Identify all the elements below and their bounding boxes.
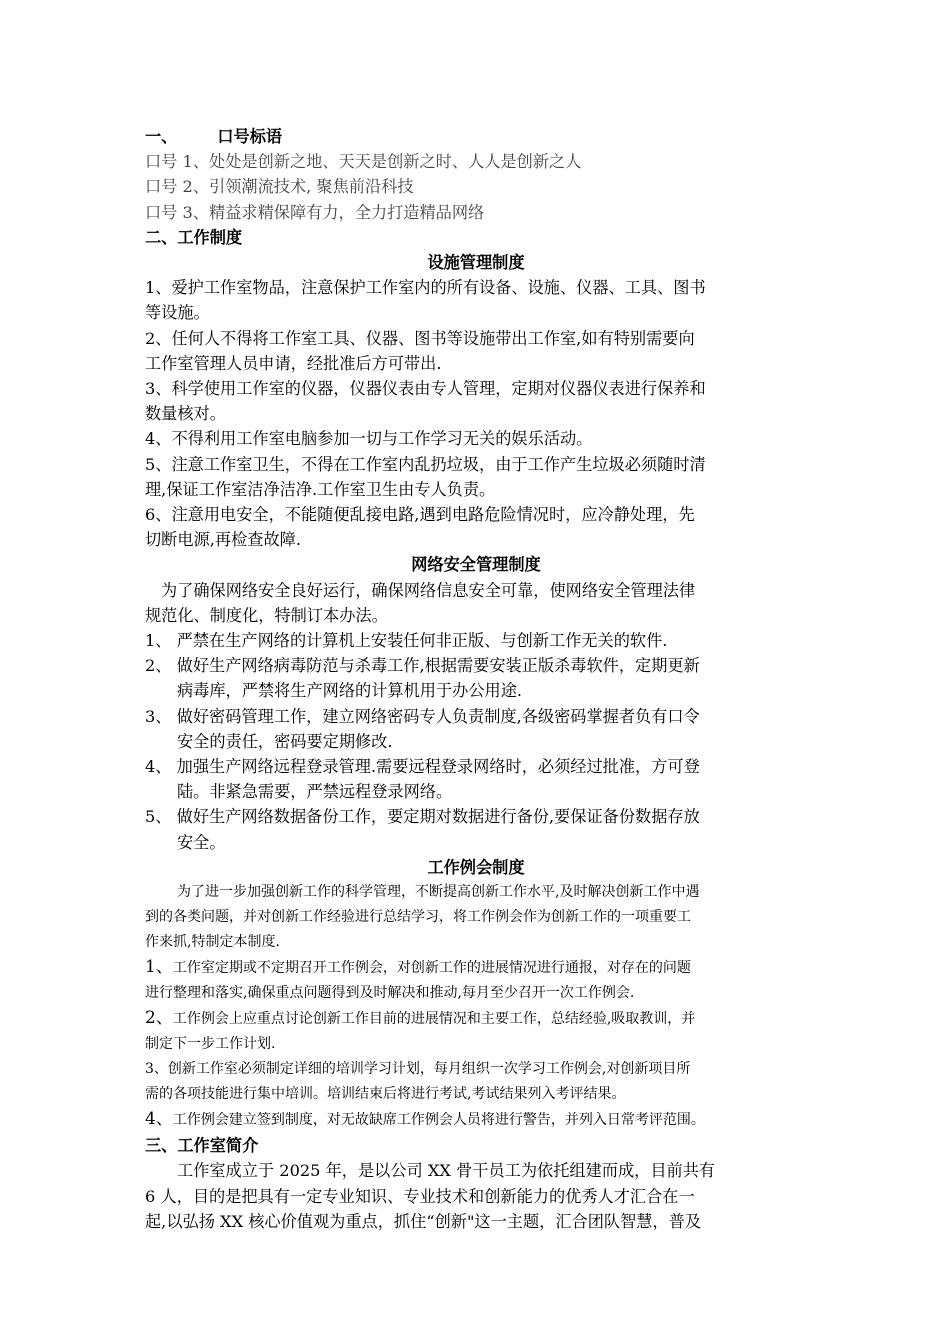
network-item-cont: 安全的责任，密码要定期修改. [177,731,393,751]
section-title: 口号标语 [217,127,283,146]
intro-line: 6 人，目的是把具有一定专业知识、专业技术和创新能力的优秀人才汇合在一 [145,1186,695,1206]
meeting-title: 工作例会制度 [427,857,525,877]
network-item-cont: 陆。非紧急需要，严禁远程登录网络。 [177,782,453,802]
facility-line: 1、爱护工作室物品，注意保护工作室内的所有设备、设施、仪器、工具、图书 [145,278,706,298]
facility-line: 6、注意用电安全，不能随便乱接电路,遇到电路危险情况时，应冷静处理，先 [145,505,695,525]
section-heading-3: 三、工作室简介 [145,1136,259,1156]
meeting-item: 4、工作例会建立签到制度，对无故缺席工作例会人员将进行警告，并列入日常考评范围。 [145,1109,705,1130]
network-item: 4、 加强生产网络远程登录管理.需要远程登录网络时，必须经过批准，方可登 [145,757,700,777]
facility-line: 5、注意工作室卫生，不得在工作室内乱扔垃圾，由于工作产生垃圾必须随时清 [145,454,706,474]
meeting-item-cont: 制定下一步工作计划. [145,1036,276,1053]
meeting-intro: 为了进一步加强创新工作的科学管理，不断提高创新工作水平,及时解决创新工作中遇 [177,884,700,901]
facility-line: 2、任何人不得将工作室工具、仪器、图书等设施带出工作室,如有特别需要向 [145,328,695,348]
slogan-2: 口号 2、引领潮流技术, 聚焦前沿科技 [145,177,414,197]
intro-line: 工作室成立于 2025 年，是以公司 XX 骨干员工为依托组建而成，目前共有 [177,1161,716,1181]
meeting-item: 1、工作室定期或不定期召开工作例会，对创新工作的进展情况进行通报，对存在的问题 [145,957,691,978]
network-item: 3、 做好密码管理工作，建立网络密码专人负责制度,各级密码掌握者负有口令 [145,706,700,726]
intro-line: 起,以弘扬 XX 核心价值观为重点，抓住“创新"这一主题，汇合团队智慧，普及 [145,1211,702,1231]
facility-line: 理,保证工作室洁净洁净.工作室卫生由专人负责。 [145,479,496,499]
meeting-intro: 作来抓,特制定本制度. [145,934,280,951]
network-item: 2、 做好生产网络病毒防范与杀毒工作,根据需要安装正版杀毒软件，定期更新 [145,656,700,676]
network-item: 1、 严禁在生产网络的计算机上安装任何非正版、与创新工作无关的软件. [145,631,668,651]
meeting-intro: 到的各类问题，并对创新工作经验进行总结学习，将工作例会作为创新工作的一项重要工 [145,909,691,926]
section-heading-2: 二、工作制度 [145,227,243,247]
meeting-item: 2、工作例会上应重点讨论创新工作目前的进展情况和主要工作，总结经验,吸取教训，并 [145,1008,696,1029]
facility-title: 设施管理制度 [427,253,525,273]
facility-line: 等设施。 [145,303,210,323]
network-item-cont: 病毒库，严禁将生产网络的计算机用于办公用途. [177,681,523,701]
meeting-item-cont: 需的各项技能进行集中培训。培训结束后将进行考试,考试结果列入考评结果。 [145,1086,626,1103]
facility-line: 切断电源,再检查故障. [145,530,301,550]
facility-line: 数量核对。 [145,404,226,424]
network-title: 网络安全管理制度 [411,555,541,575]
facility-line: 4、不得利用工作室电脑参加一切与工作学习无关的娱乐活动。 [145,429,593,449]
document-page [145,124,807,1234]
network-item: 5、 做好生产网络数据备份工作，要定期对数据进行备份,要保证备份数据存放 [145,807,700,827]
section-number: 一、 [145,127,178,146]
slogan-1: 口号 1、处处是创新之地、天天是创新之时、人人是创新之人 [145,152,582,172]
facility-line: 3、科学使用工作室的仪器，仪器仪表由专人管理，定期对仪器仪表进行保养和 [145,379,706,399]
network-intro: 规范化、制度化，特制订本办法。 [145,605,388,625]
facility-line: 工作室管理人员申请，经批准后方可带出. [145,353,442,373]
slogan-3: 口号 3、精益求精保障有力，全力打造精品网络 [145,202,485,222]
meeting-item-cont: 进行整理和落实,确保重点问题得到及时解决和推动,每月至少召开一次工作例会. [145,985,635,1002]
meeting-item: 3、创新工作室必须制定详细的培训学习计划，每月组织一次学习工作例会,对创新项目所 [145,1061,691,1078]
network-item-cont: 安全。 [177,832,226,852]
section-heading-1 [145,124,807,149]
network-intro: 为了确保网络安全良好运行，确保网络信息安全可靠，使网络安全管理法律 [161,580,696,600]
